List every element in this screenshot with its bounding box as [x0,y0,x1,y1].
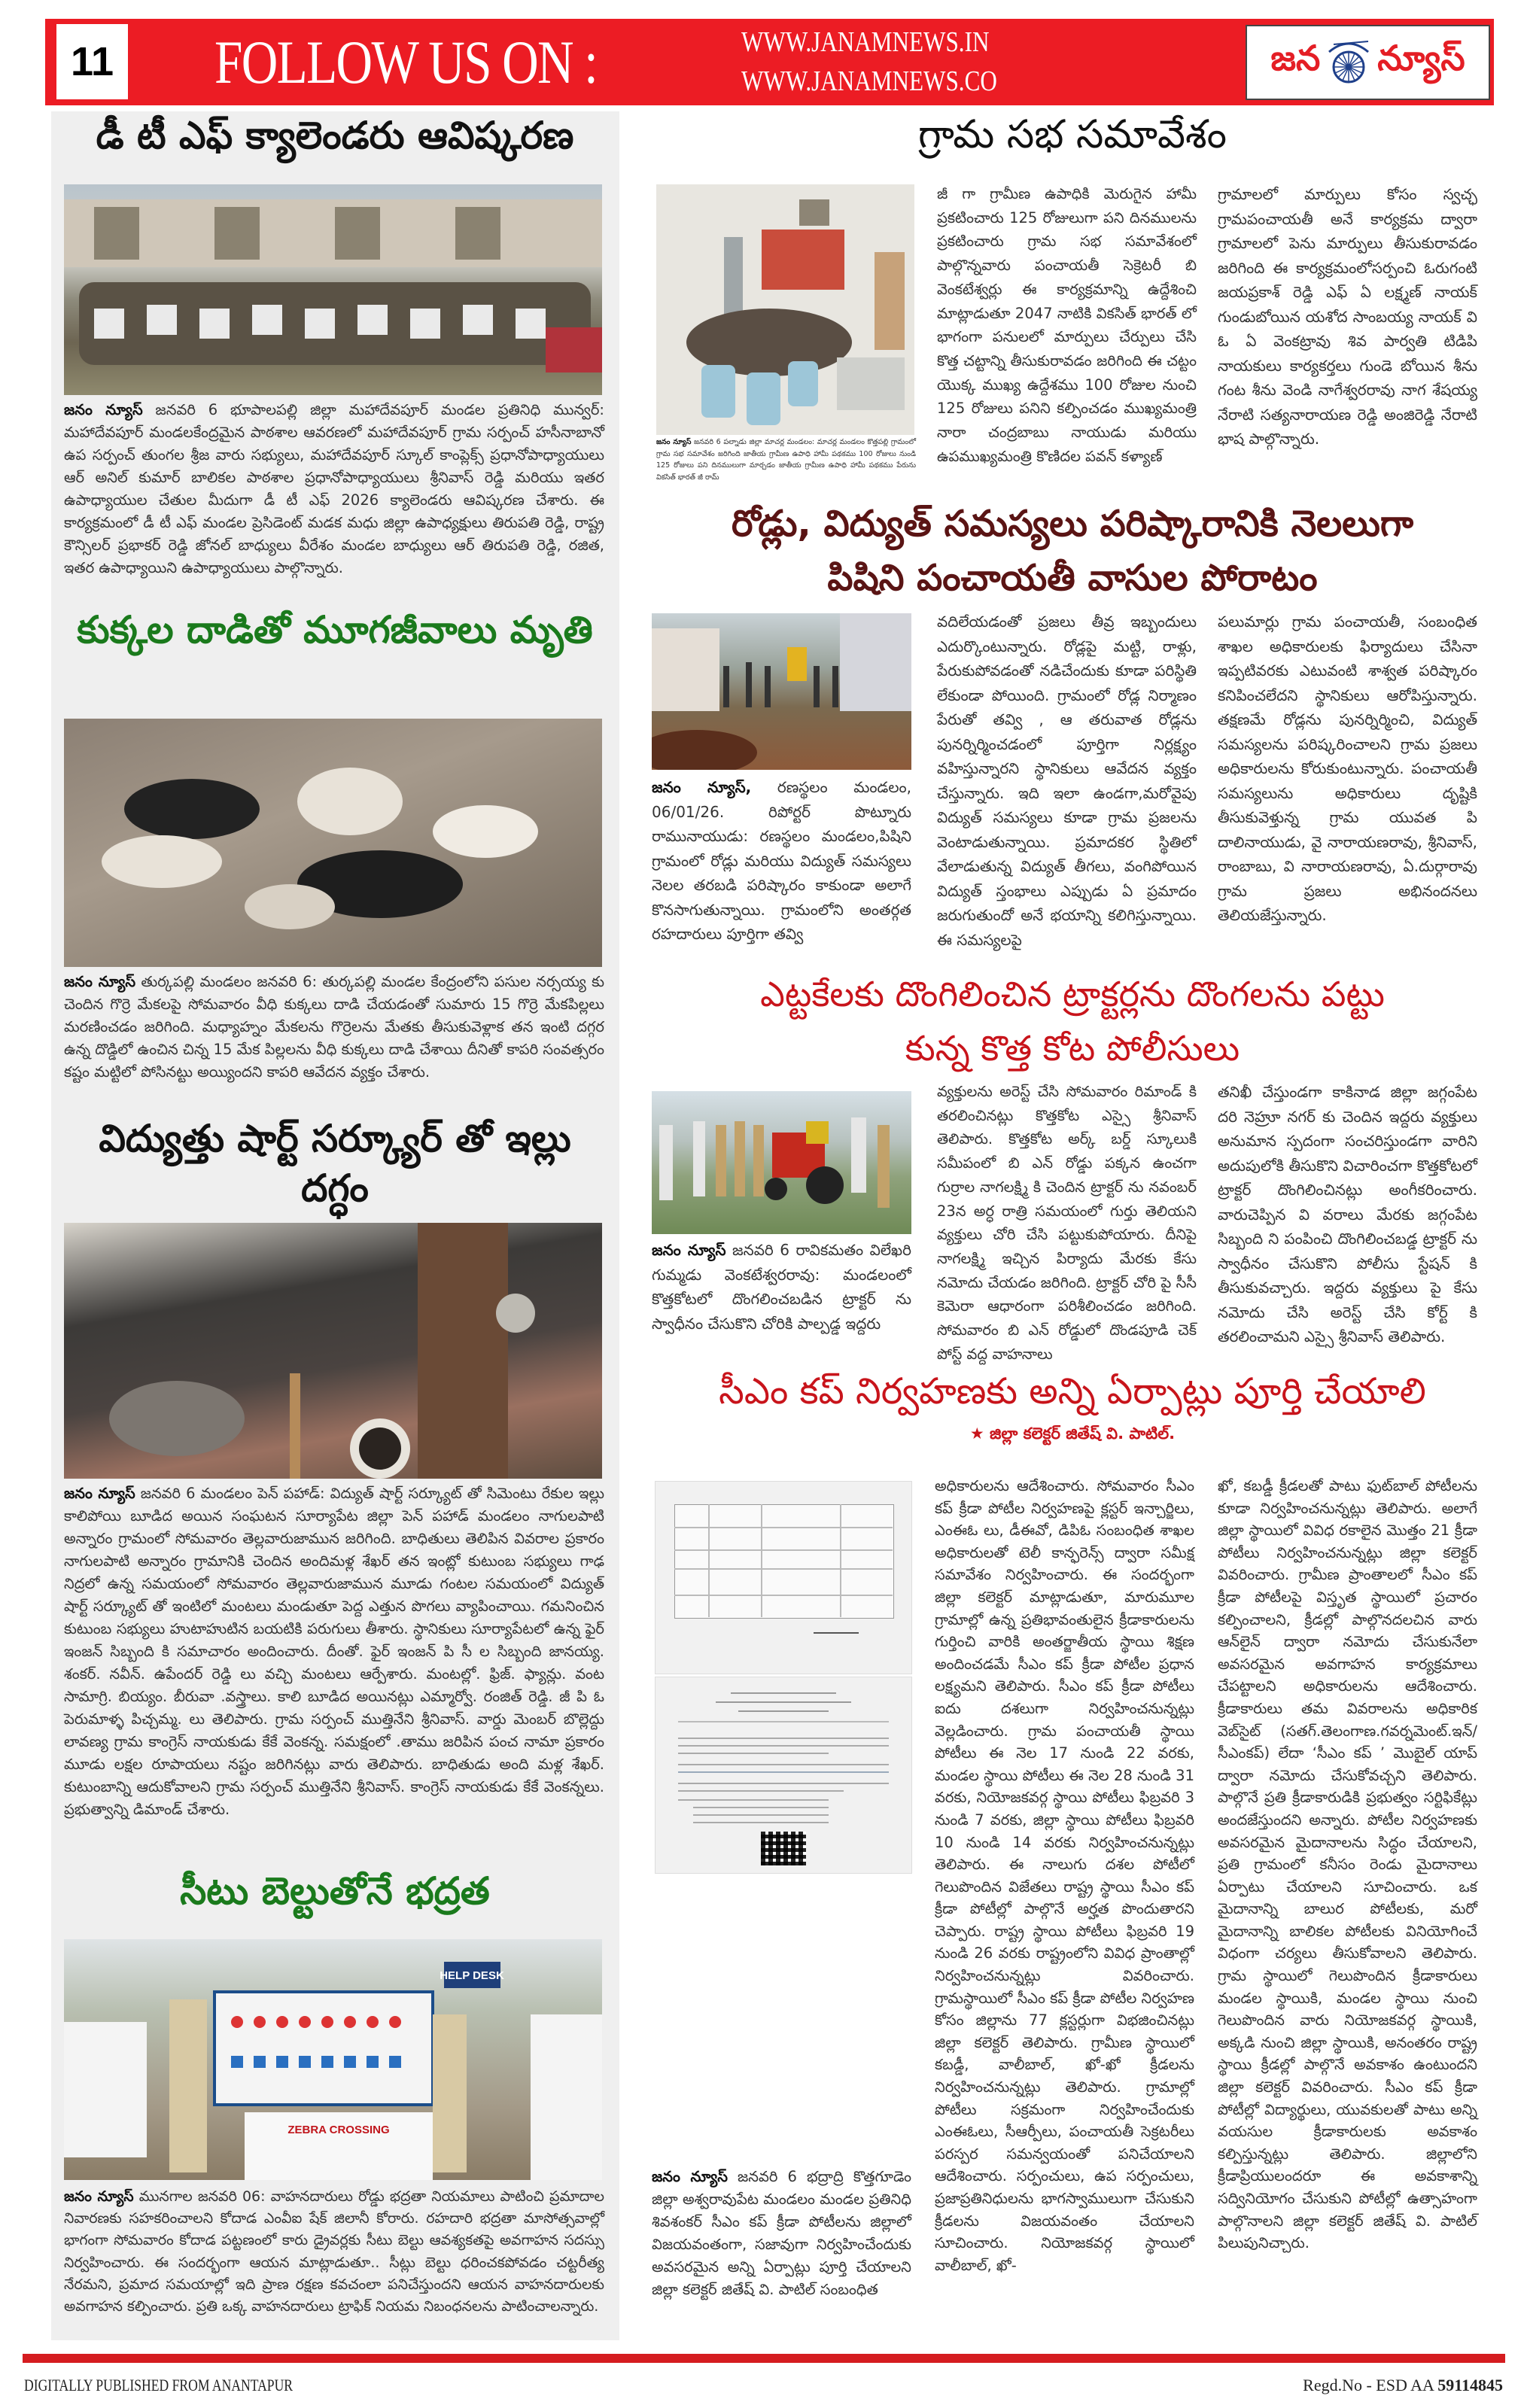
zebra-crossing-banner: ZEBRA CROSSING [287,2124,390,2136]
publication-place: DIGITALLY PUBLISHED FROM ANANTAPUR [24,2376,294,2394]
chakra-bow-icon [1326,38,1371,87]
article-text: తుర్కపల్లి మండలం జనవరి 6: తుర్కపల్లి మండల కేంద్రంలోని పసుల నర్సయ్య కు చెందిన గొర్రె మేకలపై సోమవారం వీధి కుక్కలు దాడి చేయడంతో సుమారు 15 గొర్రె మేకపిల్లలు మరణించడం జరిగింది. మధ్యాహ్నం మేకలను గొర్రెలను మేతకు తీసుకువెళ్లాక తన ఇంటి దగ్గర ఉన్న దొడ్డిలో ఉంచిన చిన్న 15 మేక పిల్లలను వీధి కుక్కలు దాడి చేశాయి దీనితో కాపరి సంవత్సరం కష్టం మట్టిలో పోసినట్టు అయ్యిందని కాపరి ఆవేదన వ్యక్తం చేశారు. [64,973,604,1081]
meeting-room-illustration [656,184,914,435]
subhead-cm-cup: ★ జిల్లా కలెక్టర్ జితేష్ వి. పాటిల్. [969,1424,1176,1443]
article-col1-cm-cup [652,2166,911,2301]
photo-grama-sabha-meeting [656,184,914,435]
article-text: రణస్థలం మండలం, 06/01/26. రిపోర్టర్ పొట్నూరు రామునాయుడు: రణస్థలం మండలం,పిషిని గ్రామంలో రోడ్లు మరియు విద్యుత్ సమస్యలు నెలల తరబడి పరిష్కారం కాకుండా అలాగే కొనసాగుతున్నాయి. గ్రామంలోని అంతర్గత రహదారులు పూర్తిగా తవ్వి [652,778,911,943]
article-col2-tractor-theft: వ్యక్తులను అరెస్ట్ చేసి సోమవారం రిమాండ్ కి తరలించినట్లు కొత్తకోట ఎస్సై శ్రీనివాస్ తెలిపారు. కొత్తకోట అర్క్ బర్డ్ స్కూలుకి సమీపంలో బి ఎన్ రోడ్డు పక్కన ఉంచగా గుర్రాల నాగలక్ష్మి కి చెందిన ట్రాక్టర్ ను నవంబర్ 23న అర్ధ రాత్రి సమయంలో గుర్తు తెలియని వ్యక్తులు చోరి చేసి పట్టుకుపోయారు. దీనిపై నాగలక్ష్మి ఇచ్చిన పిర్యాదు మేరకు కేసు నమోదు చేయడం జరిగింది. ట్రాక్టర్ చోరి పై సీసీ కెమెరా ఆధారంగా పరిశీలించడం జరిగింది. సోమవారం బి ఎన్ రోడ్డులో దొండపూడి చెక్ పోస్ట్ వద్ద వాహనాలు [937,1083,1197,1363]
headline-roads-power [647,497,1498,605]
road-illustration [652,613,911,770]
article-text: జనవరి 6 పల్నాడు జిల్లా మాచర్ల మండలం: మాచర్ల మండలం కొత్తపల్లి గ్రామంలో గ్రామ సభ సమావేశం జరిగింది జాతీయ గ్రామీణ ఉపాధి హామీ పథకము 100 రోజులు నుండి 125 రోజులు పని దినములుగా మార్చడం జాతీయ గ్రామీణ ఉపాధి హామీ పథకము పేరును వికసిత్ భారత్ జీ రామ్ [656,438,916,482]
help-desk-sign: HELP DESK [440,1969,504,1982]
article-col1-roads-power [652,775,911,947]
photo-burnt-house [64,1223,602,1479]
byline: జనం న్యూస్ [652,1241,726,1259]
headline-dog-attack: కుక్కల దాడితో మూగజీవాలు మృతి [77,608,593,652]
website-links [741,23,997,101]
photo-recovered-tractor [652,1091,911,1234]
photo-road-safety-awareness [64,1939,602,2180]
follow-us-label: FOLLOW US ON : [214,28,598,96]
article-col2-roads-power: వదిలేయడంతో ప్రజలు తీవ్ర ఇబ్బందులు ఎదుర్కొంటున్నారు. రోడ్లపై మట్టి, రాళ్లు, పేరుకుపోవడంతో నడిచేందుకు కూడా పరిస్థితి లేకుండా పోయింది. గ్రామంలో రోడ్ల నిర్మాణం పేరుతో తవ్వి , ఆ తరువాత రోడ్లను పునర్నిర్మించడంలో పూర్తిగా నిర్లక్ష్యం వహిస్తున్నారని స్థానికులు ఆవేదన వ్యక్తం చేస్తున్నారు. ఇది ఇలా ఉండగా,మరోవైపు విద్యుత్ సమస్యలు కూడా గ్రామ ప్రజలను వెంటాడుతున్నాయి. ప్రమాదకర స్థితిలో వేలాడుతున్న విద్యుత్ తీగలు, వంగిపోయిన విద్యుత్ స్తంభాలు ఎప్పుడు ఏ ప్రమాదం జరుగుతుందో అనే భయాన్ని కలిగిస్తున్నాయి. ఈ సమస్యలపై [937,613,1197,949]
website-link-in[interactable]: WWW.JANAMNEWS.IN [741,26,990,58]
burnt-debris-illustration [64,1223,602,1479]
article-col3-grama-sabha: గ్రామాలలో మార్పులు కోసం స్వచ్ఛ గ్రామపంచాయతీ అనే కార్యక్రమ ద్వారా గ్రామాలలో పెను మార్పులు తీసుకురావడం జరిగింది ఈ కార్యక్రమంలోసర్పంచి ఓరుగంటి జయప్రకాశ్ రెడ్డి ఎఫ్ ఏ లక్ష్మణ్ నాయక్ గుండుబోయిన యశోద సాంబయ్య నాయక్ వి ఓ ఏ వెంకట్రావు శివ పార్వతి టిడిపి నాయకులు కార్యకర్తలు గుండె బోయిన శీను గంట శీను వెండి నాగేశ్వరరావు నాగ శేషయ్య నేరాటి సత్యనారాయణ రెడ్డి అంజిరెడ్డి నేరాటి భాష పాల్గొన్నారు. [1218,185,1477,448]
tractor-illustration [652,1091,911,1234]
photo-press-release-document [655,1677,912,1874]
headline-dtf-calendar: డీ టీ ఎఫ్ క్యాలెండరు ఆవిష్కరణ [96,114,574,157]
article-body-seat-belt [64,2186,604,2318]
article-col1-tractor-theft [652,1238,911,1336]
photo-dtf-calendar-launch [64,184,602,395]
photo-dead-goats [64,719,602,967]
footer-bar [23,2354,1505,2363]
byline: జనం న్యూస్ [64,401,143,418]
headline-line-2: పిషిని పంచాయతీ వాసుల పోరాటం [827,557,1318,599]
schedule-table-graphic [674,1504,894,1619]
headline-grama-sabha: గ్రామ సభ సమావేశం [917,112,1227,157]
logo-text-left: జన [1270,38,1321,78]
registration-number [1303,2376,1503,2395]
article-body-dog-attack [64,971,604,1084]
headline-line-2: కున్న కొత్త కోట పోలీసులు [905,1028,1240,1069]
article-col3-roads-power: పలుమార్లు గ్రామ పంచాయతీ, సంబంధిత శాఖల అధికారులకు ఫిర్యాదులు చేసినా ఇప్పటివరకు ఎటువంటి శాశ్వత పరిష్కారం కనిపించలేదని స్థానికులు ఆరోపిస్తున్నారు. తక్షణమే రోడ్లను పునర్నిర్మించి, విద్యుత్ సమస్యలను పరిష్కరించాలని గ్రామ ప్రజలు అధికారులను కోరుకుంటున్నారు. పంచాయతీ సమస్యలును అధికారులు దృష్టికి తీసుకువెళ్తున్న గ్రామ యువత పి దాలినాయుడు, వై నారాయణరావు, శ్రీనివాస్, రాంబాబు, వి నారాయణరావు, ఏ.దుర్గారావు గ్రామ ప్రజలు అభినందనలు తెలియజేస్తున్నారు. [1218,613,1477,924]
byline: జనం న్యూస్ [64,2188,134,2205]
headline-short-circuit: విద్యుత్తు షార్ట్ సర్క్యూర్ తో ఇల్లు దగ్ధం [99,1117,571,1210]
headline-line-1: ఎట్టకేలకు దొంగిలించిన ట్రాక్టర్లను దొంగలను పట్టు [760,974,1385,1014]
headline-line-1: రోడ్లు, విద్యుత్ సమస్యలు పరిష్కారానికి నెలలుగా [731,503,1414,545]
byline: జనం న్యూస్ [656,438,692,446]
qr-code-graphic [761,1832,806,1865]
byline: జనం న్యూస్ [64,1485,135,1502]
crowd-illustration [64,184,602,395]
headline-seat-belt: సీటు బెల్టుతోనే భద్రత [180,1869,490,1913]
article-col2-cm-cup: అధికారులను ఆదేశించారు. సోమవారం సీఎం కప్ క్రీడా పోటీల నిర్వహణపై క్లస్టర్ ఇన్చార్జిలు, ఎంఈఓ లు, డీఈవో, డిపిఓ సంబంధిత శాఖల అధికారులతో టెలీ కాన్ఫరెన్స్ ద్వారా సమీక్ష సమావేశం నిర్వహించారు. ఈ సందర్భంగా జిల్లా కలెక్టర్ మాట్లాడుతూ, మారుమూల గ్రామాల్లో ఉన్న ప్రతిభావంతులైన క్రీడాకారులను గుర్తించి వారికి అంతర్జాతీయ స్థాయి శిక్షణ అందించడమే సీఎం కప్ క్రీడా పోటీల ప్రధాన లక్ష్యమని తెలిపారు. సీఎం కప్ క్రీడా పోటీలు ఐదు దశలుగా నిర్వహించనున్నట్లు వెల్లడించారు. గ్రామ పంచాయతీ స్థాయి పోటీలు ఈ నెల 17 నుండి 22 వరకు, మండల స్థాయి పోటీలు ఈ నెల 28 నుండి 31 వరకు, నియోజకవర్గ స్థాయి పోటీలు ఫిబ్రవరి 3 నుండి 7 వరకు, జిల్లా స్థాయి పోటీలు ఫిబ్రవరి 10 నుండి 14 వరకు నిర్వహించనున్నట్లు తెలిపారు. ఈ నాలుగు దశల పోటీలో గెలుపొందిన విజేతలు రాష్ట్ర స్థాయి సీఎం కప్ క్రీడా పోటీల్లో పాల్గొనే అర్హత పొందుతారని చెప్పారు. రాష్ట్ర స్థాయి పోటీలు ఫిబ్రవరి 19 నుండి 26 వరకు రాష్ట్రంలోని వివిధ ప్రాంతాల్లో నిర్వహించనున్నట్లు వివరించారు. గ్రామస్థాయిలో సీఎం కప్ క్రీడా పోటీల నిర్వహణ కోసం జిల్లాను 77 క్లస్టర్లుగా విభజించినట్లు జిల్లా కలెక్టర్ తెలిపారు. గ్రామీణ స్థాయిలో కబడ్డీ, వాలీబాల్, ఖో-ఖో క్రీడలను నిర్వహించనున్నట్లు తెలిపారు. గ్రామాల్లో పోటీలు సక్రమంగా నిర్వహించేందుకు ఎంఈఓలు, సీఆర్పీలు, పంచాయతీ సెక్రటరీలు పరస్పర సమన్వయంతో పనిచేయాలని ఆదేశించారు. సర్పంచులు, ఉప సర్పంచులు, ప్రజాప్రతినిధులను భాగస్వాములుగా చేసుకుని క్రీడలను విజయవంతం చేయాలని సూచించారు. నియోజకవర్గ స్థాయిలో వాలీబాల్, ఖో- [935,1477,1194,2274]
registration-prefix: Regd.No - ESD AA [1303,2376,1438,2394]
article-text: జనవరి 6 మండలం పెన్ పహాడ్: విద్యుత్ షార్ట్ సర్క్యూట్ తో సిమెంటు రేకుల ఇల్లు కాలిపోయి బూడిద అయిన సంఘటన సూర్యాపేట జిల్లా పెన్ పహాడ్ మండలం నాగులపాటి అన్నారం గ్రామంలో సోమవారం తెల్లవారుజామున జరిగింది. బాధితులు తెలిపిన వివరాల ప్రకారం నాగులపాటి అన్నారం గ్రామానికి చెందిన అందిమళ్ల శేఖర్ తన ఇంట్లో కుటుంబ సభ్యులు గాఢ నిద్రలో ఉన్న సమయంలో సోమవారం తెల్లవారుజామున మూడు గంటల సమయంలో విద్యుత్ షార్ట్ సర్క్యూట్ తో ఇంటిలో మంటలు మండుతూ పెద్ద ఎత్తున పొగలు వ్యాపించాయి. గమనించిన కుటుంబ సభ్యులు హుటాహుటిన బయటికి పరుగులు తీశారు. స్థానికులు సూర్యాపేటలో ఉన్న ఫైర్ ఇంజన్ సిబ్బంది కి సమాచారం అందించారు. దీంతో. ఫైర్ ఇంజన్ పి సీ ల సిబ్బంది జానయ్య. శంకర్. నవీన్. ఉపేందర్ రెడ్డి లు వచ్చి మంటలు ఆర్పేశారు. మంటల్లో. ఫ్రిజ్. ఫ్యాన్లు. వంట సామాగ్రి. బియ్యం. బీరువా .వస్త్రాలు. కాలి బూడిద అయినట్లు ఎమ్మార్వో. రంజిత్ రెడ్డి. జీ పి ఓ పెరుమాళ్ళ పిచ్చమ్మ. లు తెలిపారు. గ్రామ సర్పంచ్ ముత్తినేని శ్రీనివాస్. వార్డు మెంబర్ బొల్లెద్దు లావణ్య గ్రామ కాంగ్రెస్ నాయకుడు కేకే వెంకన్న. సమక్షంలో .తాము జరిపిన పంచ నామా ప్రకారం మూడు లక్షల రూపాయలు నష్టం జరిగినట్లు వారు తెలిపారు. బాధితుడు అంది మళ్ల శేఖర్. కుటుంబాన్ని ఆదుకోవాలని గ్రామ సర్పంచ్ ముత్తినేని శ్రీనివాస్. కాంగ్రెస్ నాయకుడు కేకే వెంకన్నలు. ప్రభుత్వాన్ని డిమాండ్ చేశారు. [64,1485,604,1818]
headline-tractor-theft [647,967,1498,1075]
byline: జనం న్యూస్, [652,778,752,796]
article-col3-cm-cup: ఖో, కబడ్డీ క్రీడలతో పాటు ఫుట్‌బాల్ పోటీలను కూడా నిర్వహించనున్నట్లు తెలిపారు. అలాగే జిల్లా స్థాయిలో వివిధ రకాలైన మొత్తం 21 క్రీడా పోటీలు నిర్వహించనున్నట్లు జిల్లా కలెక్టర్ వివరించారు. గ్రామీణ ప్రాంతాలలో సీఎం కప్ క్రీడా పోటీలపై విస్తృత స్థాయిలో ప్రచారం కల్పించాలని, క్రీడల్లో పాల్గొనదలచిన వారు ఆన్‌లైన్ ద్వారా నమోదు చేసుకునేలా అవసరమైన అవగాహన కార్యక్రమాలు చేపట్టాలని అధికారులను ఆదేశించారు. క్రీడాకారులు తమ వివరాలను అధికారిక వెబ్‌సైట్ (సతగ్.తెలంగాణ.గవర్నమెంట్.ఇన్/ సీఎంకప్) లేదా ‘సీఎం కప్ ’ మొబైల్ యాప్ ద్వారా నమోదు చేసుకోవచ్చని తెలిపారు. పాల్గొనే ప్రతి క్రీడాకారుడికి ప్రభుత్వం సర్టిఫికేట్లు అందజేస్తుందని అన్నారు. పోటీల నిర్వహణకు అవసరమైన మైదానాలను సిద్ధం చేయాలని, ప్రతి గ్రామంలో కనీసం రెండు మైదానాలు ఏర్పాటు చేయాలని సూచించారు. ఒక మైదానాన్ని బాలుర పోటీలకు, మరో మైదానాన్ని బాలికల పోటీలకు వినియోగించే విధంగా చర్యలు తీసుకోవాలని తెలిపారు. గ్రామ స్థాయిలో గెలుపొందిన క్రీడాకారులు మండల స్థాయికి, మండల స్థాయి నుంచి గెలుపొందిన వారు నియోజకవర్గ స్థాయికి, అక్కడి నుంచి జిల్లా స్థాయికి, అనంతరం రాష్ట్ర స్థాయి క్రీడల్లో పాల్గొనే అవకాశం ఉంటుందని జిల్లా కలెక్టర్ వివరించారు. సీఎం కప్ క్రీడా పోటీల్లో విద్యార్థులు, యువకులతో పాటు అన్ని వయసుల క్రీడాకారులకు అవకాశం కల్పిస్తున్నట్లు తెలిపారు. జిల్లాలోని క్రీడాప్రియులందరూ ఈ అవకాశాన్ని సద్వినియోగం చేసుకుని పోటీల్లో ఉత్సాహంగా పాల్గొనాలని జిల్లా కలెక్టర్ జితేష్ వి. పాటిల్ పిలుపునిచ్చారు. [1218,1477,1477,2252]
article-body-dtf-calendar [64,399,604,579]
article-text: మునగాల జనవరి 06: వాహనదారులు రోడ్డు భద్రతా నియమాలు పాటించి ప్రమాదాల నివారణకు సహకరించాలని కోదాడ ఎంవీఐ షేక్ జిలానీ కోరారు. రహదారి భద్రతా మాసోత్సవాల్లో భాగంగా సోమవారం కోదాడ పట్టణంలో కారు డ్రైవర్లకు సీటు బెల్టు ఆవశ్యకతపై అవగాహన సదస్సు నిర్వహించారు. ఈ సందర్భంగా ఆయన మాట్లాడుతూ.. సీట్లు బెల్టు ధరించకపోవడం చట్టరీత్య నేరమని, ప్రమాద సమయాల్లో ఇది ప్రాణ రక్షణ కవచంలా పనిచేస్తుందని ఆయన వాహనదారులకు అవగాహన కల్పించారు. ప్రతి ఒక్క వాహనదారులు ట్రాఫిక్ నియమ నిబంధనలను పాటించాలన్నారు. [64,2188,605,2315]
logo-text-right: న్యూస్ [1377,38,1465,78]
article-col2-grama-sabha: జీ గా గ్రామీణ ఉపాధికి మెరుగైన హామీ ప్రకటించారు 125 రోజులుగా పని దినములను ప్రకటించారు గ్రామ సభ సమావేశంలో పాల్గొన్నవారు పంచాయతీ సెక్రెటరీ బి వెంకటేశ్వర్లు ఈ కార్యక్రమాన్ని ఉద్దేశించి మాట్లాడుతూ 2047 నాటికి వికసిత్ భారత్ లో భాగంగా పనులలో మార్పులు చేర్పులు చేసి కొత్త చట్టాన్ని తీసుకురావడం జరిగింది ఈ చట్టం యొక్క ముఖ్య ఉద్దేశము 100 రోజుల నుంచి 125 రోజులు పనిని కల్పించడం ముఖ్యమంత్రి నారా చంద్రబాబు నాయుడు మరియు ఉపముఖ్యమంత్రి కొణిదల పవన్ కళ్యాణ్ [937,185,1197,465]
headline-cm-cup: సీఎం కప్ నిర్వహణకు అన్ని ఏర్పాట్లు పూర్తి చేయాలి [719,1370,1426,1412]
article-text: జనవరి 6 భూపాలపల్లి జిల్లా మహాదేవపూర్ మండల ప్రతినిధి మున్వర్: మహాదేవపూర్ మండలకేంద్రమైన పాఠశాల ఆవరణలో మహాదేవపూర్ గ్రామ సర్పంచ్ హసీనాబానో ఉప సర్పంచ్ తుంగల శ్రీజ వారు సభ్యులు, మహాదేవపూర్ స్కూల్ కాంప్లెక్స్ ప్రధానోపాధ్యాయులు ఆర్ అనిల్ కుమార్ బాలికల పాఠశాల ప్రధానోపాధ్యాయులు శ్రీనివాస్ రెడ్డి మరియు ఇతర ఉపాధ్యాయుల చేతుల మీదుగా డీ టీ ఎఫ్ 2026 క్యాలెండరు ఆవిష్కరణ చేశారు. ఈ కార్యక్రమంలో డీ టీ ఎఫ్ మండల ప్రెసిడెంట్ మడక మధు జిల్లా ఉపాధ్యక్షులు తిరుపతి రెడ్డి, రాష్ట్ర కౌన్సిలర్ ప్రభాకర్ రెడ్డి జోనల్ బాధ్యులు వీరేశం మండల బాధ్యులు ఆర్ తిరుపతి రెడ్డి, రజిత, ఇతర ఉపాధ్యాయిని ఉపాధ్యాయులు పాల్గొన్నారు. [64,401,604,576]
photo-tournament-schedule-document [655,1481,912,1674]
byline: జనం న్యూస్ [64,973,136,990]
janam-news-logo [1246,25,1490,100]
photo-dug-up-road [652,613,911,770]
article-text: జనవరి 6 రావికమతం విలేఖరి గుమ్మడు వెంకటేశ్వరరావు: మండలంలో కొత్తకోటలో దొంగలించబడిన ట్రాక్టర్ ను స్వాధీనం చేసుకొని చోరికి పాల్పడ్డ ఇద్దరు [652,1241,911,1333]
byline: జనం న్యూస్ [652,2168,728,2185]
website-link-co[interactable]: WWW.JANAMNEWS.CO [741,65,997,97]
page-number: 11 [56,24,128,99]
goats-illustration [64,719,602,967]
article-body-short-circuit [64,1482,604,1821]
road-safety-illustration [64,1939,602,2180]
article-col3-tractor-theft: తనిఖీ చేస్తుండగా కాకినాడ జిల్లా జగ్గంపేట దరి నెహ్రూ నగర్ కు చెందిన ఇద్దరు వ్యక్తులు అనుమాన స్పదంగా సంచరిస్తుండగా వారిని అదుపులోకి తీసుకొని విచారించగా కొత్తకోటలో ట్రాక్టర్ దొంగిలించినట్లు అంగీకరించారు. వారుచెప్పిన వి వరాలు మేరకు జగ్గంపేట సిబ్బంది ని పంపించి దొంగిలించబడ్డ ట్రాక్టర్ ను స్వాధీనం చేసుకొని పోలీసు స్టేషన్ కి తీసుకువచ్చారు. ఇద్దరు వ్యక్తులు పై కేసు నమోదు చేసి అరెస్ట్ చేసి కోర్ట్ కి తరలించామని ఎస్సై శ్రీనివాస్ తెలిపారు. [1218,1083,1477,1345]
article-text: జనవరి 6 భద్రాద్రి కొత్తగూడెం జిల్లా అశ్వరావుపేట మండలం మండల ప్రతినిధి శివశంకర్ సీఎం కప్ క్రీడా పోటీలను జిల్లాలో విజయవంతంగా, సజావుగా నిర్వహించేందుకు అవసరమైన అన్ని ఏర్పాట్లు పూర్తి చేయాలని జిల్లా కలెక్టర్ జితేష్ వి. పాటిల్ సంబంధిత [652,2168,911,2298]
article-col1-grama-sabha [656,436,916,484]
registration-digits: 59114845 [1437,2376,1503,2394]
